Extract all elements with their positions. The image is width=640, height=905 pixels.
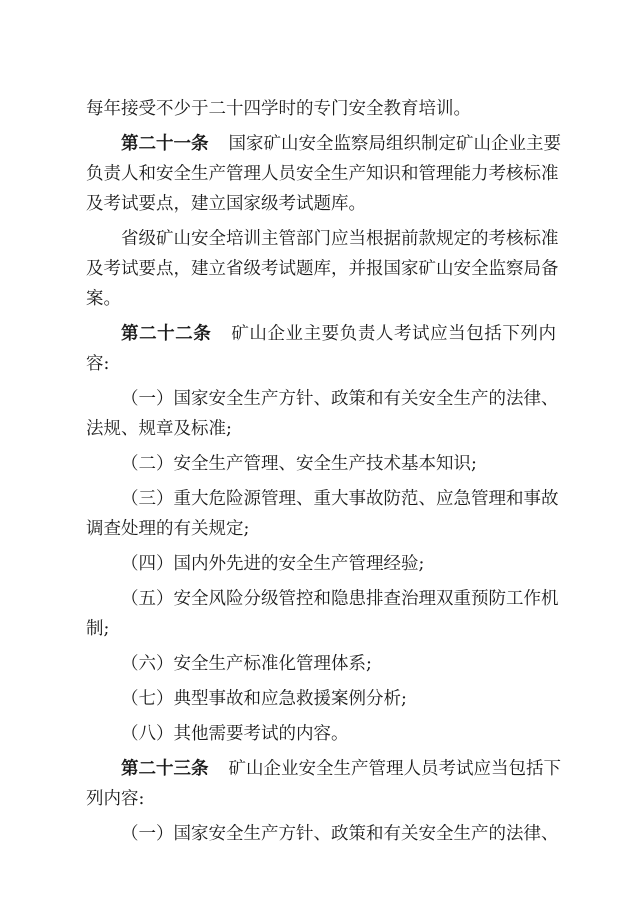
text-line: （一）国家安全生产方针、政策和有关安全生产的法律、 xyxy=(121,824,559,844)
list-item-7 xyxy=(86,684,556,714)
list-item-6 xyxy=(86,649,556,679)
text-line: 调查处理的有关规定; xyxy=(86,519,250,539)
text-line: （一）国家安全生产方针、政策和有关安全生产的法律、 xyxy=(121,389,559,409)
text-line xyxy=(86,754,561,784)
article-heading: 第二十一条 xyxy=(121,134,209,154)
list-item-5 xyxy=(86,584,559,644)
article-text: 国家矿山安全监察局组织制定矿山企业主要 xyxy=(228,134,561,154)
text-line xyxy=(86,129,561,159)
text-line: （四）国内外先进的安全生产管理经验; xyxy=(121,554,425,574)
text-line xyxy=(86,319,556,349)
paragraph-continuation xyxy=(86,94,556,124)
list-item-3 xyxy=(86,484,559,544)
text-line: 法规、规章及标准; xyxy=(86,419,232,439)
text-line: （八）其他需要考试的内容。 xyxy=(121,724,349,744)
list-item-4 xyxy=(86,549,556,579)
text-line: （二）安全生产管理、安全生产技术基本知识; xyxy=(121,454,477,474)
text-line: 省级矿山安全培训主管部门应当根据前款规定的考核标准 xyxy=(121,229,559,249)
text-line: （三）重大危险源管理、重大事故防范、应急管理和事故 xyxy=(121,489,559,509)
text-line: 及考试要点，建立省级考试题库，并报国家矿山安全监察局备 xyxy=(86,259,559,279)
text-line: 容: xyxy=(86,354,110,374)
article-22 xyxy=(86,319,556,379)
article-text: 矿山企业安全生产管理人员考试应当包括下 xyxy=(228,759,561,779)
list-item-1 xyxy=(86,384,559,444)
text-line: 每年接受不少于二十四学时的专门安全教育培训。 xyxy=(86,99,471,119)
article-heading: 第二十二条 xyxy=(121,324,212,344)
text-line: 列内容: xyxy=(86,789,145,809)
list-item-8 xyxy=(86,719,556,749)
text-line: （五）安全风险分级管控和隐患排查治理双重预防工作机 xyxy=(121,589,559,609)
article-heading: 第二十三条 xyxy=(121,759,209,779)
list-item-2 xyxy=(86,449,556,479)
text-line: 案。 xyxy=(86,289,121,309)
article-text: 矿山企业主要负责人考试应当包括下列内 xyxy=(231,324,557,344)
article-21 xyxy=(86,129,561,219)
text-line: 负责人和安全生产管理人员安全生产知识和管理能力考核标准 xyxy=(86,164,559,184)
text-line: （七）典型事故和应急救援案例分析; xyxy=(121,689,407,709)
article-21-paragraph-2 xyxy=(86,224,559,314)
text-line: 及考试要点，建立国家级考试题库。 xyxy=(86,194,366,214)
text-line: （六）安全生产标准化管理体系; xyxy=(121,654,372,674)
article-23 xyxy=(86,754,561,814)
list-item-1-article-23 xyxy=(86,819,559,849)
document-page xyxy=(86,94,561,854)
text-line: 制; xyxy=(86,619,110,639)
